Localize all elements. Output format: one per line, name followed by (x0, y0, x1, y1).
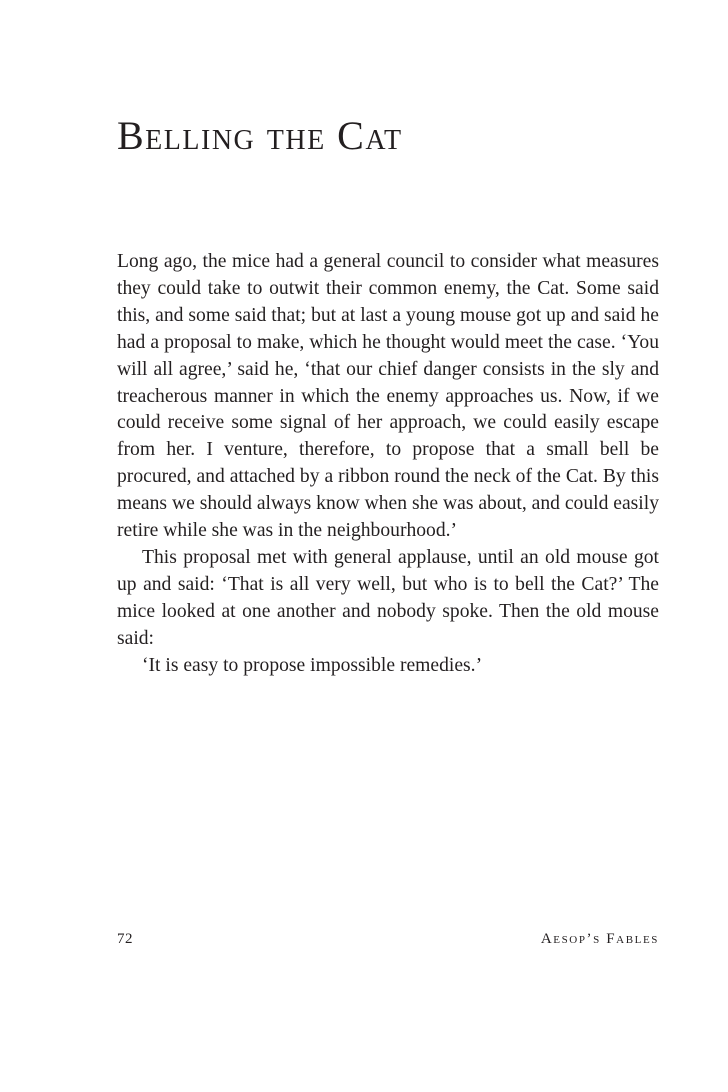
page-number: 72 (117, 931, 133, 947)
paragraph-proposal-response: This proposal met with general applause, until an old mouse got up and said: ‘That is all very well, but who is to bell the Cat?’ The mice looked at one another and nobody spoke. Then the old mouse said: (117, 546, 659, 649)
story-body (117, 249, 659, 680)
page-footer (117, 928, 659, 950)
page-title: Belling the Cat (117, 113, 403, 158)
paragraph-council: Long ago, the mice had a general council to consider what measures they could take to outwit their common enemy, the Cat. Some said this, and some said that; but at last a young mouse got up and said he had a proposal to make, which he thought would meet the case. ‘You will all agree,’ said he, ‘that our chief danger consists in the sly and treacherous manner in which the enemy approaches us. Now, if we could receive some signal of her approach, we could easily escape from her. I venture, therefore, to propose that a small bell be procured, and attached by a ribbon round the neck of the Cat. By this means we should always know when she was about, and could easily retire while she was in the neighbourhood.’ (117, 251, 659, 542)
running-title: Aesop’s Fables (540, 931, 659, 947)
paragraph-moral: ‘It is easy to propose impossible remedies.’ (142, 654, 483, 676)
